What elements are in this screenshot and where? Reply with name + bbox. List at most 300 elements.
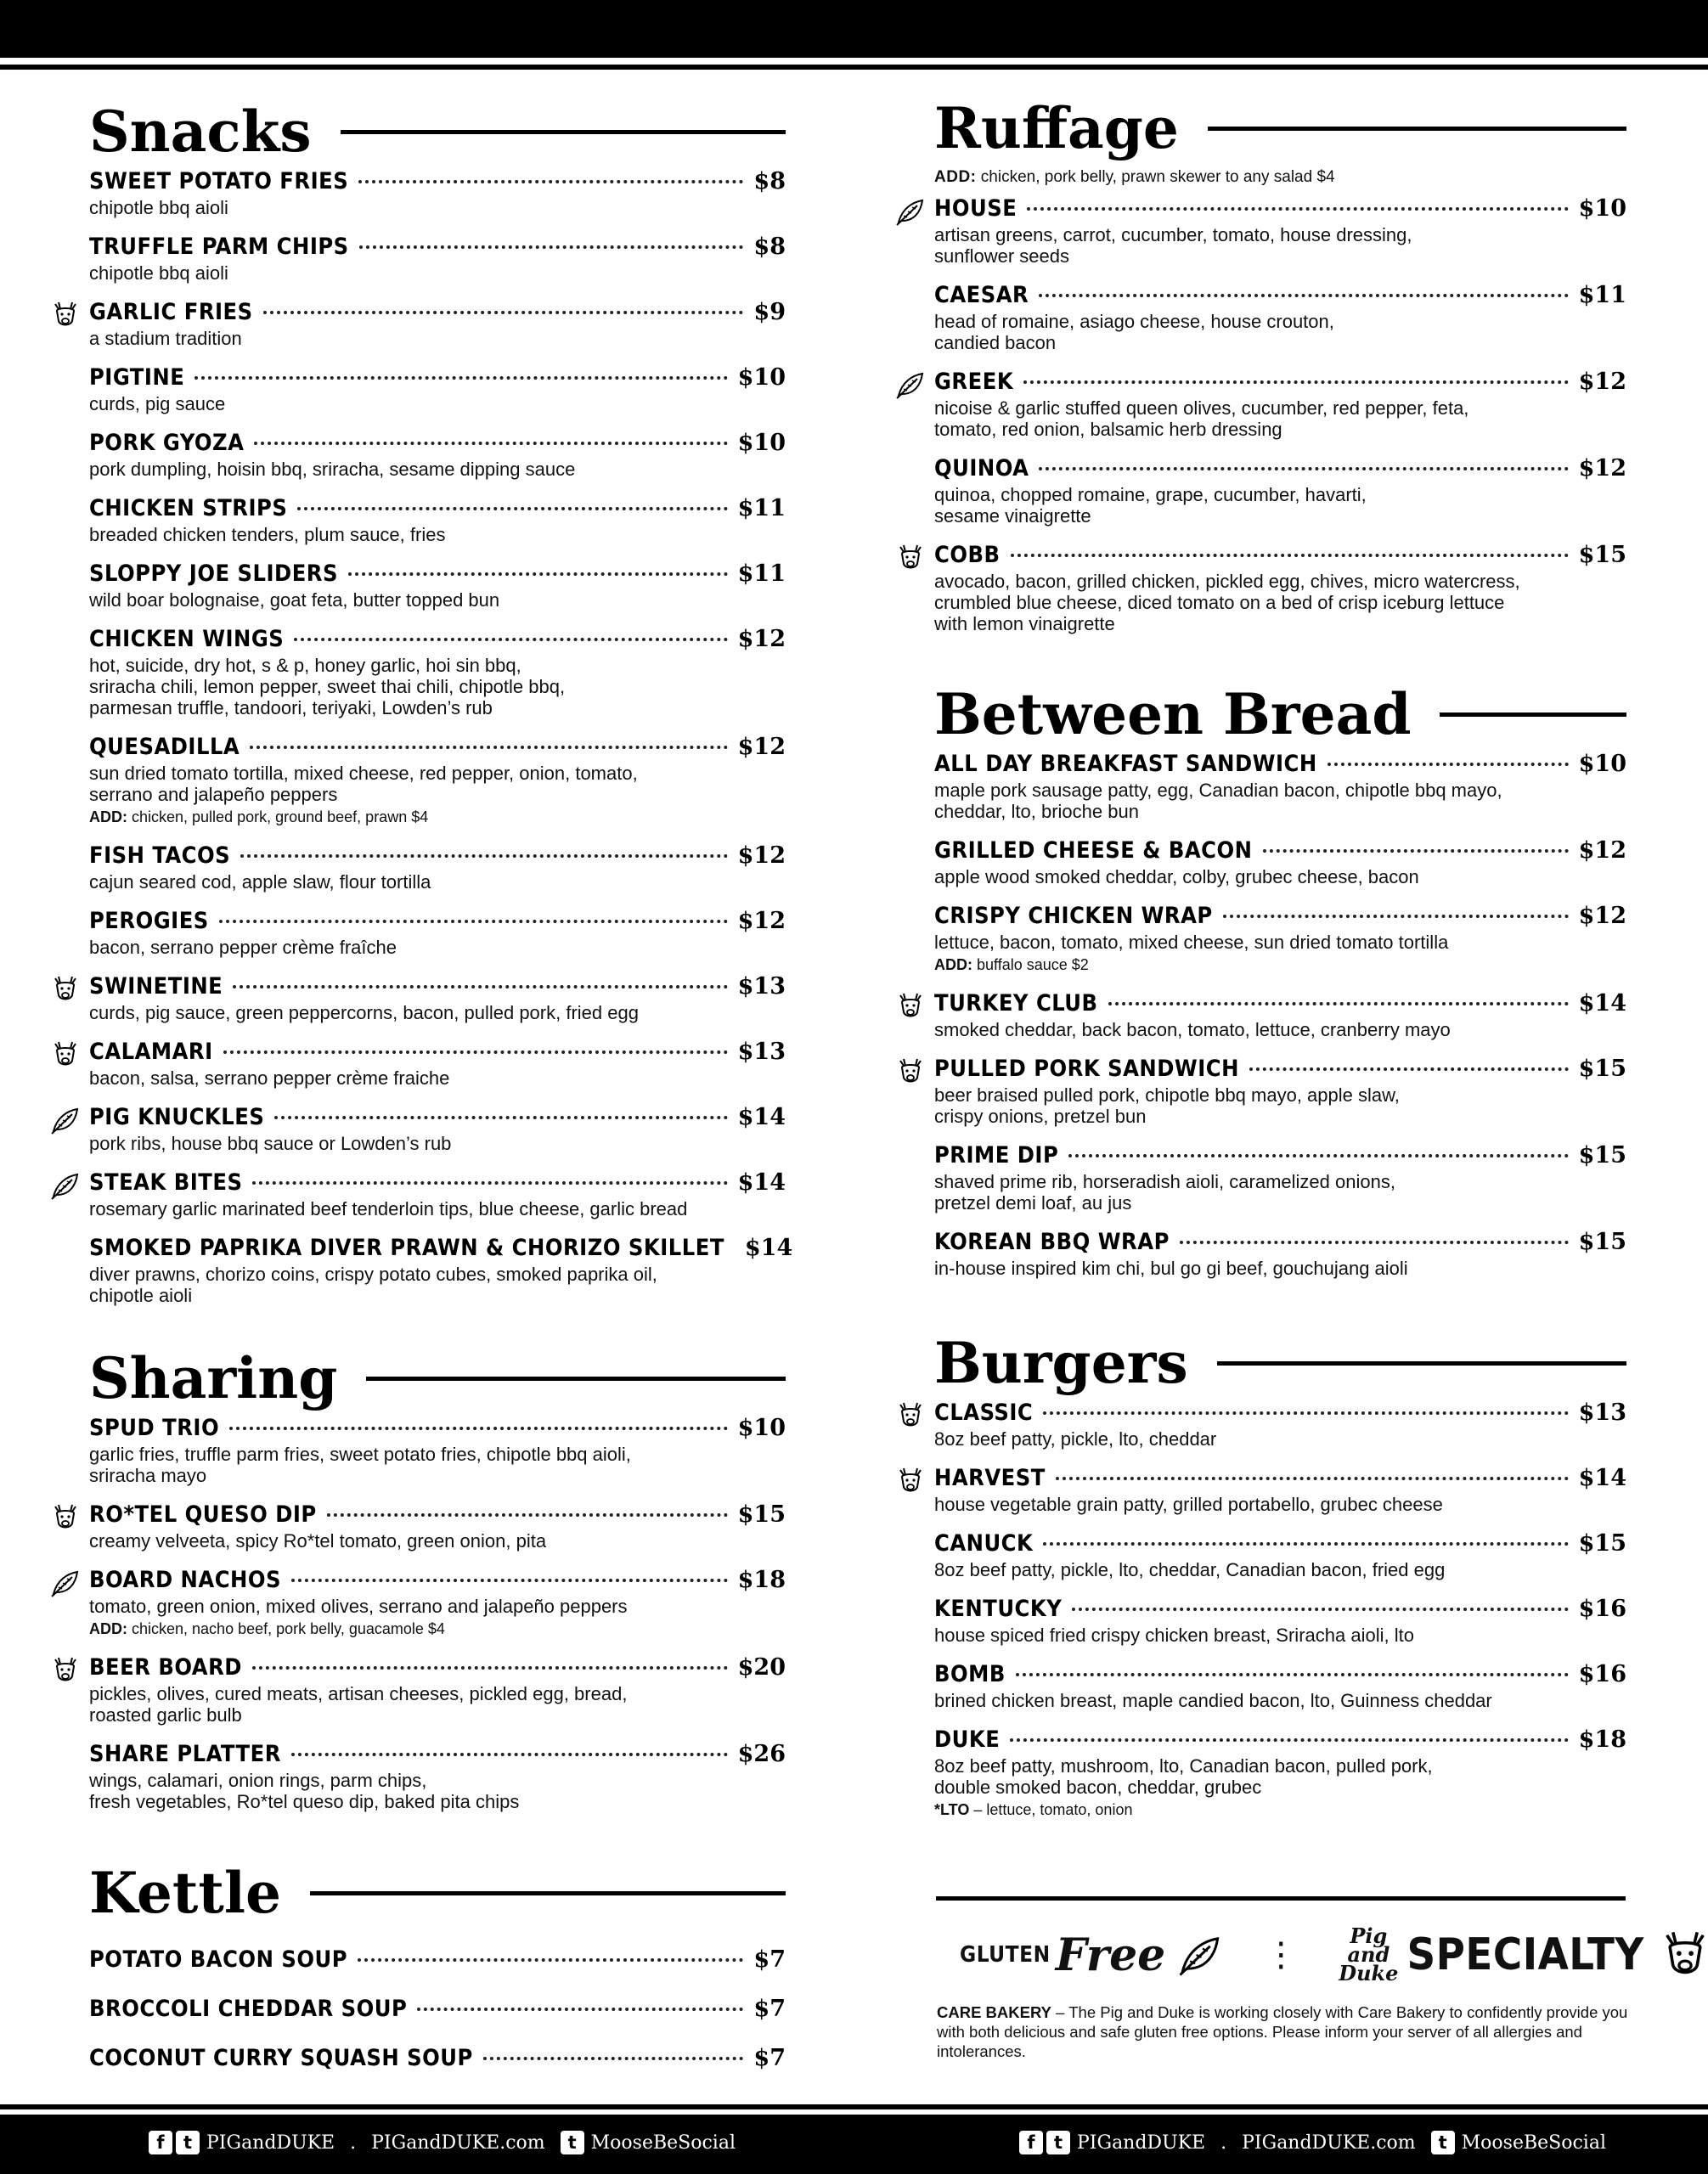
section-rule [341,130,786,134]
menu-item-description: artisan greens, carrot, cucumber, tomato, house dressing, sunflower seeds [934,224,1412,267]
menu-item [934,1530,1626,1580]
menu-item-price: $10 [737,364,786,391]
menu-item-name: BOMB [934,1661,1006,1687]
menu-item-name: PEROGIES [89,908,209,934]
legend-divider [936,1896,1626,1901]
menu-item-name: KOREAN BBQ WRAP [934,1229,1170,1255]
dot-leader [194,376,727,380]
menu-item-line [89,1741,786,1770]
menu-item-line [89,1946,786,1975]
menu-item-price: $10 [1578,751,1626,777]
menu-item-price: $14 [1578,990,1626,1017]
menu-item-line [934,990,1626,1019]
menu-item-name: KENTUCKY [934,1596,1063,1622]
menu-item [89,1946,786,1975]
menu-item-price: $8 [753,168,786,194]
menu-item-name: SLOPPY JOE SLIDERS [89,560,338,587]
footer-dot: . [1220,2132,1227,2154]
section-add-label: ADD: [934,168,977,186]
dot-leader [254,442,727,445]
menu-item [934,903,1626,975]
menu-item-price: $14 [737,1104,786,1130]
gluten-free-legend [960,1929,1223,1981]
menu-item-description: brined chicken breast, maple candied bacon, lto, Guinness cheddar [934,1690,1492,1711]
menu-item [934,1596,1626,1646]
menu-item-name: HARVEST [934,1465,1046,1491]
dot-leader [1043,1411,1568,1415]
menu-item-description: head of romaine, asiago cheese, house crouton, candied bacon [934,311,1334,353]
menu-item-name: CAESAR [934,282,1029,308]
section-add-text: chicken, pork belly, prawn skewer to any salad $4 [976,168,1335,186]
dot-leader [1039,467,1568,470]
menu-item-description: house vegetable grain patty, grilled portabello, grubec cheese [934,1494,1443,1515]
dot-leader [294,638,727,641]
menu-item-price: $10 [737,430,786,456]
menu-item-add-text: buffalo sauce $2 [972,956,1089,973]
menu-item-price: $12 [737,734,786,760]
menu-item-line [89,299,786,328]
menu-item-line [934,1726,1626,1755]
dot-leader [233,985,727,988]
menu-item-line [934,1229,1626,1258]
menu-item [89,168,786,218]
menu-item-line [89,430,786,459]
menu-item-line [89,1169,786,1198]
facebook-icon[interactable]: f [149,2131,172,2154]
menu-item [89,1654,786,1726]
menu-item-description: a stadium tradition [89,328,242,349]
menu-item-line [89,626,786,655]
section-title: Burgers [934,1330,1188,1396]
menu-item-add-label: ADD: [89,1620,127,1637]
menu-item-name: DUKE [934,1726,1001,1753]
menu-item-description: wild boar bolognaise, goat feta, butter topped bun [89,589,500,611]
menu-item-price: $15 [1578,542,1626,568]
dot-leader [1072,1608,1568,1611]
pig-duke-specialty-icon [1658,1929,1708,1981]
pig-duke-specialty-icon [895,1467,926,1495]
footer-handle[interactable]: PIGandDUKE [206,2132,335,2154]
menu-item-description: smoked cheddar, back bacon, tomato, lettuce, cranberry mayo [934,1019,1451,1040]
menu-item-name: BEER BOARD [89,1654,242,1681]
menu-item-line [934,837,1626,866]
menu-item-description: avocado, bacon, grilled chicken, pickled egg, chives, micro watercress, crumbled blue cheese, diced tomato on a bed of crisp iceburg lettuce with lemon vinaigrette [934,571,1520,634]
menu-item [934,1142,1626,1214]
menu-item [89,626,786,718]
menu-item-line [934,542,1626,571]
bottom-divider-rule [0,2104,1708,2109]
section-add-note [934,168,1626,187]
menu-item-price: $26 [737,1741,786,1767]
menu-item [89,842,786,893]
gluten-free-leaf-icon [895,197,926,226]
dot-leader [252,1666,728,1670]
pig-duke-specialty-icon [50,301,81,329]
menu-item-price: $9 [753,299,786,325]
care-bakery-note [937,2002,1633,2061]
dot-leader [223,1050,728,1054]
menu-item [934,542,1626,634]
menu-item [89,1996,786,2025]
dot-leader [1039,294,1568,297]
menu-item-description: beer braised pulled pork, chipotle bbq mayo, apple slaw, crispy onions, pretzel bun [934,1084,1400,1127]
menu-item-name: GREEK [934,369,1014,395]
menu-item-list [934,195,1626,634]
dot-leader [417,2008,743,2011]
menu-item-line [934,455,1626,484]
menu-item [934,1661,1626,1711]
twitter-icon[interactable]: t [176,2131,200,2154]
menu-item-add-note [934,955,1626,975]
menu-item-line [934,1142,1626,1171]
menu-item-line [934,1661,1626,1690]
section-kettle [89,1860,786,2094]
footer-left [149,2126,736,2160]
menu-item-name: CHICKEN WINGS [89,626,285,652]
care-bakery-label: CARE BAKERY [937,2003,1051,2021]
menu-item-name: RO*TEL QUESO DIP [89,1501,317,1528]
dot-leader [252,1181,727,1185]
menu-item-name: GARLIC FRIES [89,299,253,325]
dot-leader [263,311,744,314]
dot-leader [297,507,727,510]
menu-item-description: garlic fries, truffle parm fries, sweet potato fries, chipotle bbq aioli, sriracha mayo [89,1444,631,1486]
menu-item [934,1465,1626,1515]
menu-item-price: $10 [1578,195,1626,222]
dot-leader [1068,1154,1568,1157]
dot-leader [1108,1002,1569,1005]
menu-item-line [934,903,1626,932]
top-divider-rule [0,65,1708,70]
menu-item-price: $11 [737,495,786,521]
menu-item-description: 8oz beef patty, pickle, lto, cheddar, Canadian bacon, fried egg [934,1559,1446,1580]
section-title: Snacks [89,99,312,165]
menu-item-description: pork dumpling, hoisin bbq, sriracha, sesame dipping sauce [89,459,576,480]
menu-item-price: $15 [737,1501,786,1528]
menu-item-description: breaded chicken tenders, plum sauce, fries [89,524,446,545]
menu-item [89,1741,786,1812]
menu-item-price: $16 [1578,1596,1626,1622]
dot-leader [1043,1542,1568,1546]
menu-item-line [89,1567,786,1596]
menu-item-name: CHICKEN STRIPS [89,495,288,521]
menu-item-add-note [89,807,786,827]
menu-item-price: $13 [737,1039,786,1065]
pig-duke-specialty-icon [50,975,81,1004]
legend [960,1921,1644,1989]
menu-item [934,1400,1626,1450]
legend-free-label: Free [1055,1929,1166,1981]
menu-item-price: $18 [737,1567,786,1593]
menu-item-name: CANUCK [934,1530,1034,1557]
dot-leader [1263,849,1569,853]
menu-item-name: SWEET POTATO FRIES [89,168,349,194]
menu-item-price: $7 [753,1946,786,1973]
menu-item [89,234,786,284]
menu-item [89,1501,786,1552]
footer-right [1019,2126,1606,2160]
menu-item-name: STEAK BITES [89,1169,243,1196]
menu-item [934,1229,1626,1279]
dot-leader [219,920,728,923]
menu-item-line [89,234,786,262]
menu-item-line [89,1415,786,1444]
gluten-free-leaf-icon [1177,1934,1223,1976]
legend-brand [1339,1923,1399,1985]
dot-leader [358,180,743,183]
menu-item-price: $12 [1578,369,1626,395]
section-title: Ruffage [934,95,1179,161]
menu-item-price: $11 [1578,282,1626,308]
menu-item-line [89,495,786,524]
menu-item-line [934,1400,1626,1428]
section-rule [310,1891,786,1895]
menu-item-description: curds, pig sauce, green peppercorns, bacon, pulled pork, fried egg [89,1002,639,1023]
menu-item-price: $15 [1578,1056,1626,1082]
menu-item-name: PORK GYOZA [89,430,245,456]
dot-leader [291,1579,728,1582]
menu-item-price: $12 [737,626,786,652]
menu-item [89,430,786,480]
menu-item [934,751,1626,822]
menu-item-description: creamy velveeta, spicy Ro*tel tomato, green onion, pita [89,1530,547,1552]
menu-item-description: cajun seared cod, apple slaw, flour tortilla [89,871,431,893]
menu-item-price: $11 [737,560,786,587]
menu-item-name: GRILLED CHEESE & BACON [934,837,1253,864]
section-rule [1208,127,1626,131]
menu-item-description: in-house inspired kim chi, bul go gi beef, gouchujang aioli [934,1258,1408,1279]
menu-item-add-note [89,1619,786,1639]
pig-duke-specialty-icon [50,1503,81,1532]
dot-leader [1011,554,1569,557]
gluten-free-leaf-icon [50,1171,81,1200]
menu-item-description: shaved prime rib, horseradish aioli, caramelized onions, pretzel demi loaf, au jus [934,1171,1395,1214]
menu-item [89,560,786,611]
menu-item-description: chipotle bbq aioli [89,262,228,284]
menu-item-list [89,1946,786,2074]
menu-item-price: $12 [1578,455,1626,482]
section-header [934,1330,1626,1396]
menu-item-name: QUINOA [934,455,1029,482]
section-rule [366,1377,786,1381]
menu-item-name: COCONUT CURRY SQUASH SOUP [89,2045,473,2071]
menu-item-price: $7 [753,1996,786,2022]
menu-item-description: nicoise & garlic stuffed queen olives, cucumber, red pepper, feta, tomato, red onion, balsamic herb dressing [934,397,1469,440]
dot-leader [1027,207,1568,211]
footer-social[interactable]: MooseBeSocial [590,2132,736,2154]
menu-item-price: $10 [737,1415,786,1441]
section-header [934,95,1626,161]
menu-item-line [89,1039,786,1067]
menu-item-line [89,168,786,197]
menu-item-description: bacon, serrano pepper crème fraîche [89,937,397,958]
menu-item-line [934,1596,1626,1625]
menu-item-price: $14 [737,1169,786,1196]
menu-item [934,195,1626,267]
dot-leader [1010,1738,1568,1742]
menu-item-description: pork ribs, house bbq sauce or Lowden’s rub [89,1133,452,1154]
menu-item-name: ALL DAY BREAKFAST SANDWICH [934,751,1317,777]
menu-item-description: wings, calamari, onion rings, parm chips, fresh vegetables, Ro*tel queso dip, baked pita chips [89,1770,520,1812]
menu-item-line [934,1056,1626,1084]
menu-item-price: $14 [744,1235,793,1261]
menu-item-name: COBB [934,542,1001,568]
menu-item-name: TRUFFLE PARM CHIPS [89,234,349,260]
menu-item-line [934,1530,1626,1559]
menu-item [89,495,786,545]
menu-item-line [89,1104,786,1133]
menu-item-price: $7 [753,2045,786,2071]
menu-item-add-label: *LTO [934,1801,970,1818]
dot-leader [274,1116,727,1119]
facebook-icon[interactable]: f [1019,2131,1043,2154]
dot-leader [1023,380,1568,384]
menu-item-price: $8 [753,234,786,260]
menu-item-name: CLASSIC [934,1400,1034,1426]
menu-item-list [89,1415,786,1812]
specialty-legend [1339,1923,1708,1985]
section-title: Between Bread [934,681,1412,747]
menu-item-price: $12 [737,908,786,934]
section-header [89,1345,786,1411]
dot-leader [1180,1241,1569,1244]
dot-leader [1016,1673,1569,1676]
care-bakery-text: – The Pig and Duke is working closely with Care Bakery to confidently provide you with both delicious and safe gluten free options. Please inform your server of all allergies and intolerances. [937,2003,1628,2060]
menu-item-add-text: – lettuce, tomato, onion [969,1801,1133,1818]
menu-item [89,973,786,1023]
section-sharing [89,1345,786,1828]
twitter-icon[interactable]: t [1046,2131,1070,2154]
menu-item-description: apple wood smoked cheddar, colby, grubec cheese, bacon [934,866,1419,887]
menu-item-description: curds, pig sauce [89,393,226,414]
menu-item [934,837,1626,887]
menu-item [89,364,786,414]
menu-item [89,1039,786,1089]
dot-leader [327,1513,728,1517]
menu-item-name: SHARE PLATTER [89,1741,281,1767]
menu-item [89,1104,786,1154]
menu-item-description: quinoa, chopped romaine, grape, cucumber, havarti, sesame vinaigrette [934,484,1367,527]
menu-item-description: lettuce, bacon, tomato, mixed cheese, sun dried tomato tortilla [934,932,1449,953]
menu-item-add-label: ADD: [89,808,127,825]
menu-item-list [89,168,793,1306]
menu-item-name: PULLED PORK SANDWICH [934,1056,1239,1082]
twitter-icon[interactable]: t [561,2131,584,2154]
menu-item-description: 8oz beef patty, pickle, lto, cheddar [934,1428,1217,1450]
menu-item-price: $15 [1578,1530,1626,1557]
menu-item [89,1235,793,1306]
menu-item-line [89,1996,786,2025]
menu-item-line [89,1501,786,1530]
legend-brand-line2: Duke [1339,1961,1399,1985]
menu-item-price: $16 [1578,1661,1626,1687]
footer-dot: . [350,2132,357,2154]
gluten-free-leaf-icon [50,1106,81,1135]
section-rule [1440,712,1626,717]
section-between-bread [934,681,1626,1294]
menu-item-line [934,369,1626,397]
menu-item [89,1567,786,1639]
legend-gluten-label: GLUTEN [960,1942,1051,1968]
dot-leader [348,572,728,576]
menu-item-price: $20 [737,1654,786,1681]
legend-specialty-label: SPECIALTY [1406,1929,1644,1980]
footer-handle[interactable]: PIGandDUKE [1077,2132,1206,2154]
menu-item-price: $13 [1578,1400,1626,1426]
menu-item-line [89,2045,786,2074]
gluten-free-leaf-icon [50,1569,81,1597]
menu-item-name: PRIME DIP [934,1142,1059,1169]
section-title: Sharing [89,1345,338,1411]
menu-item-name: CALAMARI [89,1039,213,1065]
menu-item-name: SWINETINE [89,973,223,1000]
section-title: Kettle [89,1860,281,1926]
menu-item-name: QUESADILLA [89,734,240,760]
section-snacks [89,99,793,1321]
menu-item-line [89,734,786,763]
menu-item-name: SPUD TRIO [89,1415,220,1441]
legend-brand-line1: Pig and [1347,1923,1390,1967]
menu-item-price: $18 [1578,1726,1626,1753]
menu-item-price: $12 [1578,903,1626,929]
menu-item-line [934,1465,1626,1494]
menu-item-name: FISH TACOS [89,842,231,869]
footer-social[interactable]: MooseBeSocial [1461,2132,1606,2154]
section-burgers [934,1330,1626,1835]
dot-leader [250,746,727,749]
section-header [89,99,786,165]
twitter-icon[interactable]: t [1431,2131,1455,2154]
menu-item-price: $14 [1578,1465,1626,1491]
menu-item-description: tomato, green onion, mixed olives, serrano and jalapeño peppers [89,1596,628,1617]
menu-item-line [89,1235,793,1264]
menu-item-name: POTATO BACON SOUP [89,1946,348,1973]
pig-duke-specialty-icon [895,1057,926,1086]
menu-item-description: diver prawns, chorizo coins, crispy potato cubes, smoked paprika oil, chipotle aioli [89,1264,657,1306]
menu-item [934,455,1626,527]
menu-item [934,1056,1626,1127]
footer-website[interactable]: PIGandDUKE.com [371,2132,545,2154]
menu-item-name: PIG KNUCKLES [89,1104,265,1130]
menu-item-name: BROCCOLI CHEDDAR SOUP [89,1996,408,2022]
dot-leader [1249,1067,1569,1071]
section-rule [1217,1361,1626,1366]
menu-item-description: maple pork sausage patty, egg, Canadian bacon, chipotle bbq mayo, cheddar, lto, brioche bun [934,780,1502,822]
menu-item-line [89,1654,786,1683]
pig-duke-specialty-icon [895,992,926,1021]
footer-website[interactable]: PIGandDUKE.com [1242,2132,1416,2154]
dot-leader [359,245,744,249]
gluten-free-leaf-icon [895,370,926,399]
menu-item [934,1726,1626,1820]
menu-item-add-text: chicken, nacho beef, pork belly, guacamole $4 [127,1620,445,1637]
menu-item-description: hot, suicide, dry hot, s & p, honey garlic, hoi sin bbq, sriracha chili, lemon pepper, sweet thai chili, chipotle bbq, parmesan truffle, tandoori, teriyaki, Lowden’s rub [89,655,566,718]
menu-item-description: house spiced fried crispy chicken breast, Sriracha aioli, lto [934,1625,1414,1646]
dot-leader [1328,763,1569,766]
menu-item-name: TURKEY CLUB [934,990,1098,1017]
menu-item-name: SMOKED PAPRIKA DIVER PRAWN & CHORIZO SKILLET [89,1235,724,1261]
dot-leader [358,1958,743,1962]
pig-duke-specialty-icon [50,1656,81,1685]
menu-item [89,734,786,827]
menu-item [89,1169,786,1219]
menu-item-name: CRISPY CHICKEN WRAP [934,903,1213,929]
menu-item-description: bacon, salsa, serrano pepper crème fraiche [89,1067,450,1089]
menu-item-price: $12 [1578,837,1626,864]
section-header [934,681,1626,747]
menu-item [89,299,786,349]
top-header-bar [0,0,1708,58]
